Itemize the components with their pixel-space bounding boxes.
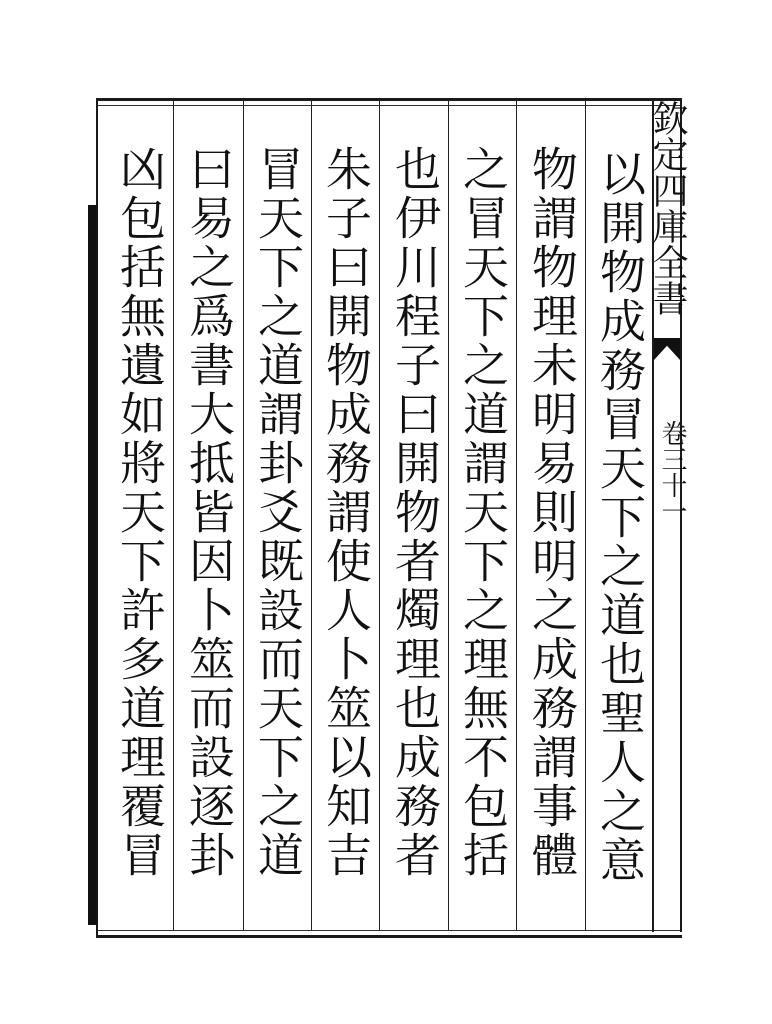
text-column-6: 冒天下之道謂卦爻既設而天下之道 — [251, 145, 305, 880]
text-column-5: 朱子曰開物成務謂使人卜筮以知吉 — [319, 145, 373, 880]
text-column-1: 以開物成務冒天下之道也聖人之意 — [593, 150, 647, 885]
column-divider — [516, 100, 517, 930]
column-divider — [173, 100, 174, 930]
text-column-8: 凶包括無遺如將天下許多道理覆冒 — [113, 145, 167, 880]
text-column-7: 曰易之爲書大抵皆因卜筮而設逐卦 — [182, 145, 236, 880]
spine-title: 欽定四庫全書 — [647, 100, 688, 316]
binding-edge — [88, 205, 97, 925]
column-divider — [448, 100, 449, 930]
text-column-4: 也伊川程子曰開物者燭理也成務者 — [388, 145, 442, 880]
text-column-3: 之冒天下之道謂天下之理無不包括 — [456, 145, 510, 880]
text-column-2: 物謂物理未明易則明之成務謂事體 — [525, 145, 579, 880]
column-divider — [243, 100, 244, 930]
juan-label: 卷三十一 — [657, 420, 687, 524]
column-divider — [379, 100, 380, 930]
column-divider — [585, 100, 586, 930]
column-divider — [311, 100, 312, 930]
